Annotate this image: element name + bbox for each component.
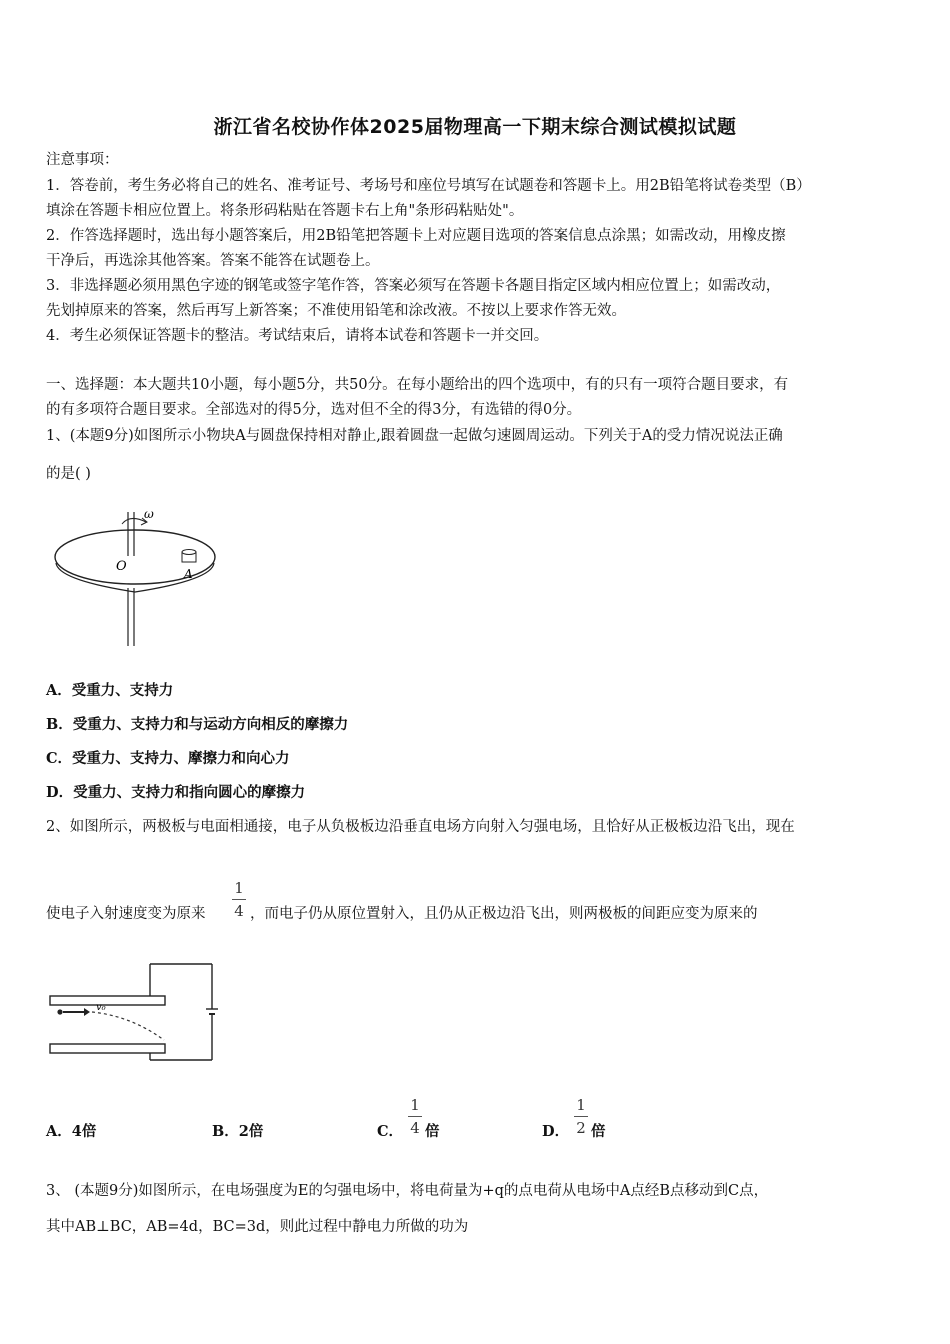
section-instructions: 的有多项符合题目要求。全部选对的得5分，选对但不全的得3分，有选错的得0分。 xyxy=(46,402,582,418)
page-title: 浙江省名校协作体2025届物理高一下期末综合测试模拟试题 xyxy=(213,116,737,138)
omega-label: ω xyxy=(144,507,154,521)
q1-option-d[interactable]: D．受重力、支持力和指向圆心的摩擦力 xyxy=(46,784,306,801)
notice-line: 干净后，再选涂其他答案。答案不能答在试题卷上。 xyxy=(46,253,380,269)
question-1-stem: 1、(本题9分)如图所示小物块A与圆盘保持相对静止,跟着圆盘一起做匀速圆周运动。下列关于A的受力情况说法正确 xyxy=(46,428,783,444)
q2-option-b[interactable]: B．2倍 xyxy=(212,1123,264,1140)
question-3-stem: 3、 (本题9分)如图所示，在电场强度为E的匀强电场中，将电荷量为+q的点电荷从电场中A点经B点移动到C点， xyxy=(46,1183,769,1199)
question-1-stem-end: 的是( ) xyxy=(46,466,91,482)
q2-option-d-fraction xyxy=(574,1097,588,1136)
fraction-bar xyxy=(408,1116,422,1117)
notice-line: 3．非选择题必须用黑色字迹的钢笔或签字笔作答，答案必须写在答题卡各题目指定区域内相应位置上；如需改动， xyxy=(46,278,781,294)
fraction-numerator: 1 xyxy=(576,1096,586,1114)
question-3-stem-cont: 其中AB⊥BC，AB=4d，BC=3d，则此过程中静电力所做的功为 xyxy=(46,1219,469,1235)
q2-option-d-label: D． xyxy=(542,1123,570,1140)
q2-option-c-unit: 倍 xyxy=(425,1123,440,1140)
notice-line: 4．考生必须保证答题卡的整洁。考试结束后，请将本试卷和答题卡一并交回。 xyxy=(46,328,549,344)
fraction-denominator: 4 xyxy=(234,902,244,920)
notice-line: 2．作答选择题时，选出每小题答案后，用2B铅笔把答题卡上对应题目选项的答案信息点涂黑；如需改动，用橡皮擦 xyxy=(46,228,786,244)
fraction-denominator: 4 xyxy=(410,1119,420,1137)
fraction-numerator: 1 xyxy=(234,879,244,897)
notice-heading: 注意事项： xyxy=(46,152,119,168)
q2-option-c[interactable] xyxy=(377,1122,403,1142)
parallel-plates-figure xyxy=(46,958,226,1070)
fraction-one-quarter xyxy=(232,880,246,919)
q1-option-a[interactable]: A．受重力、支持力 xyxy=(46,682,174,699)
block-a-label: A xyxy=(184,567,193,581)
notice-line: 填涂在答题卡相应位置上。将条形码粘贴在答题卡右上角"条形码粘贴处"。 xyxy=(46,203,524,219)
fraction-bar xyxy=(232,899,246,900)
q2-option-c-fraction xyxy=(408,1097,422,1136)
q1-option-b[interactable]: B．受重力、支持力和与运动方向相反的摩擦力 xyxy=(46,716,349,733)
question-2-stem-part1: 使电子入射速度变为原来 xyxy=(46,906,206,922)
fraction-numerator: 1 xyxy=(410,1096,420,1114)
section-instructions: 一、选择题：本大题共10小题，每小题5分，共50分。在每小题给出的四个选项中，有的只有一项符合题目要求，有 xyxy=(46,377,789,393)
v0-label: v₀ xyxy=(96,1002,106,1013)
q2-option-a[interactable]: A．4倍 xyxy=(46,1123,97,1140)
question-2-stem: 2、如图所示，两极板与电面相通接，电子从负极板边沿垂直电场方向射入匀强电场，且恰好从正极板边沿飞出，现在 xyxy=(46,819,795,835)
fraction-bar xyxy=(574,1116,588,1117)
q2-option-c-label: C． xyxy=(377,1123,404,1140)
q2-option-d[interactable] xyxy=(542,1122,569,1142)
q1-option-c[interactable]: C．受重力、支持力、摩擦力和向心力 xyxy=(46,750,290,767)
fraction-denominator: 2 xyxy=(576,1119,586,1137)
notice-line: 先划掉原来的答案，然后再写上新答案；不准使用铅笔和涂改液。不按以上要求作答无效。 xyxy=(46,303,626,319)
notice-line: 1．答卷前，考生务必将自己的姓名、准考证号、考场号和座位号填写在试题卷和答题卡上。用2B铅笔将试卷类型（B） xyxy=(46,178,811,194)
center-o-label: O xyxy=(116,559,127,574)
rotating-disk-figure xyxy=(50,500,220,650)
q2-option-d-unit: 倍 xyxy=(591,1123,606,1140)
question-2-stem-part2: ，而电子仍从原位置射入，且仍从正极边沿飞出，则两极板的间距应变为原来的 xyxy=(250,906,758,922)
